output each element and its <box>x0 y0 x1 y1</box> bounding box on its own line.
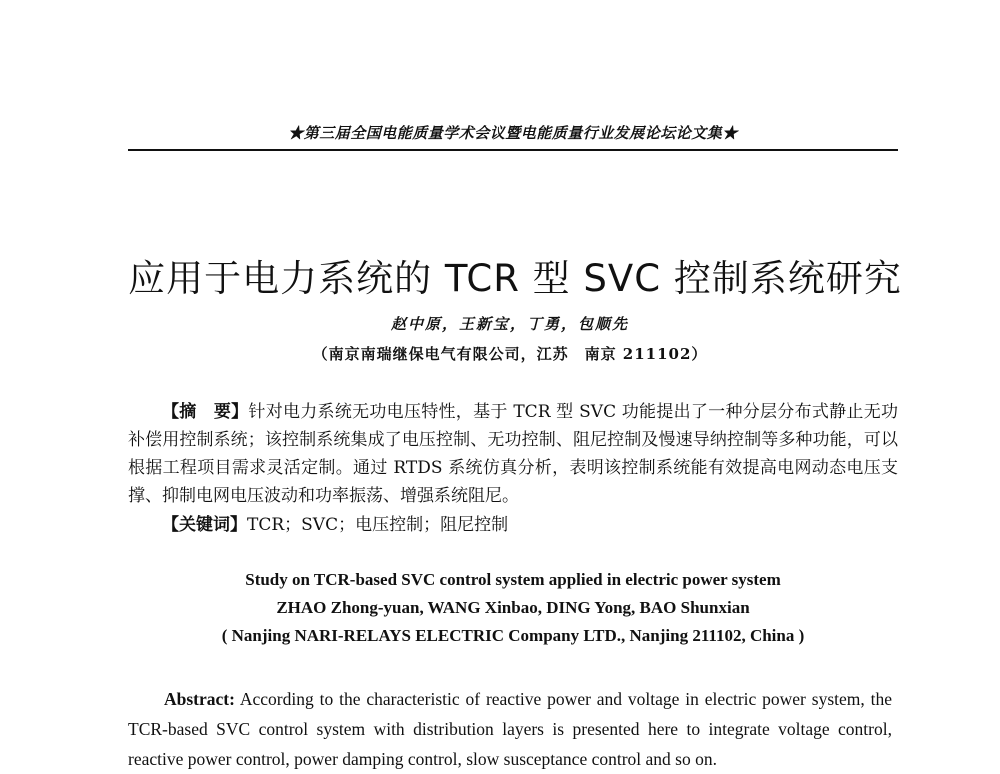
abstract-zh-text: 针对电力系统无功电压特性，基于 TCR 型 SVC 功能提出了一种分层分布式静止无功补偿用控制系统；该控制系统集成了电压控制、无功控制、阻尼控制及慢速导纳控制等多种功能，可以根据工程项目需求灵活定制。通过 RTDS 系统仿真分析，表明该控制系统能有效提高电网动态电压支撑、抑制电网电压波动和功率振荡、增强系统阻尼。 <box>128 402 898 506</box>
header-rule <box>128 149 898 151</box>
keywords-zh <box>162 511 862 539</box>
authors-en: ZHAO Zhong-yuan, WANG Xinbao, DING Yong, BAO Shunxian <box>276 598 750 617</box>
keywords-zh-text: TCR；SVC；电压控制；阻尼控制 <box>247 515 509 535</box>
abstract-zh-label: 【摘 要】 <box>162 402 249 422</box>
paper-title-en: Study on TCR-based SVC control system applied in electric power system <box>245 570 781 589</box>
abstract-en-label: Abstract: <box>164 689 235 709</box>
running-header: ★第三届全国电能质量学术会议暨电能质量行业发展论坛论文集★ <box>288 124 738 142</box>
affiliation-en: ( Nanjing NARI-RELAYS ELECTRIC Company LTD., Nanjing 211102, China ) <box>221 626 805 645</box>
keywords-zh-label: 【关键词】 <box>162 515 247 535</box>
abstract-en-text: According to the characteristic of reactive power and voltage in electric power system, the TCR-based SVC control system with distribution layers is presented here to integrate voltage control, reactive power control, power damping control, slow susceptance control and so on. <box>128 689 892 769</box>
abstract-en <box>128 684 892 774</box>
abstract-zh <box>128 398 898 510</box>
affiliation-zh: （南京南瑞继保电气有限公司，江苏 南京 211102） <box>312 345 708 363</box>
paper-title-zh: 应用于电力系统的 TCR 型 SVC 控制系统研究 <box>128 257 902 300</box>
authors-zh: 赵中原，王新宝，丁勇，包顺先 <box>390 315 629 333</box>
